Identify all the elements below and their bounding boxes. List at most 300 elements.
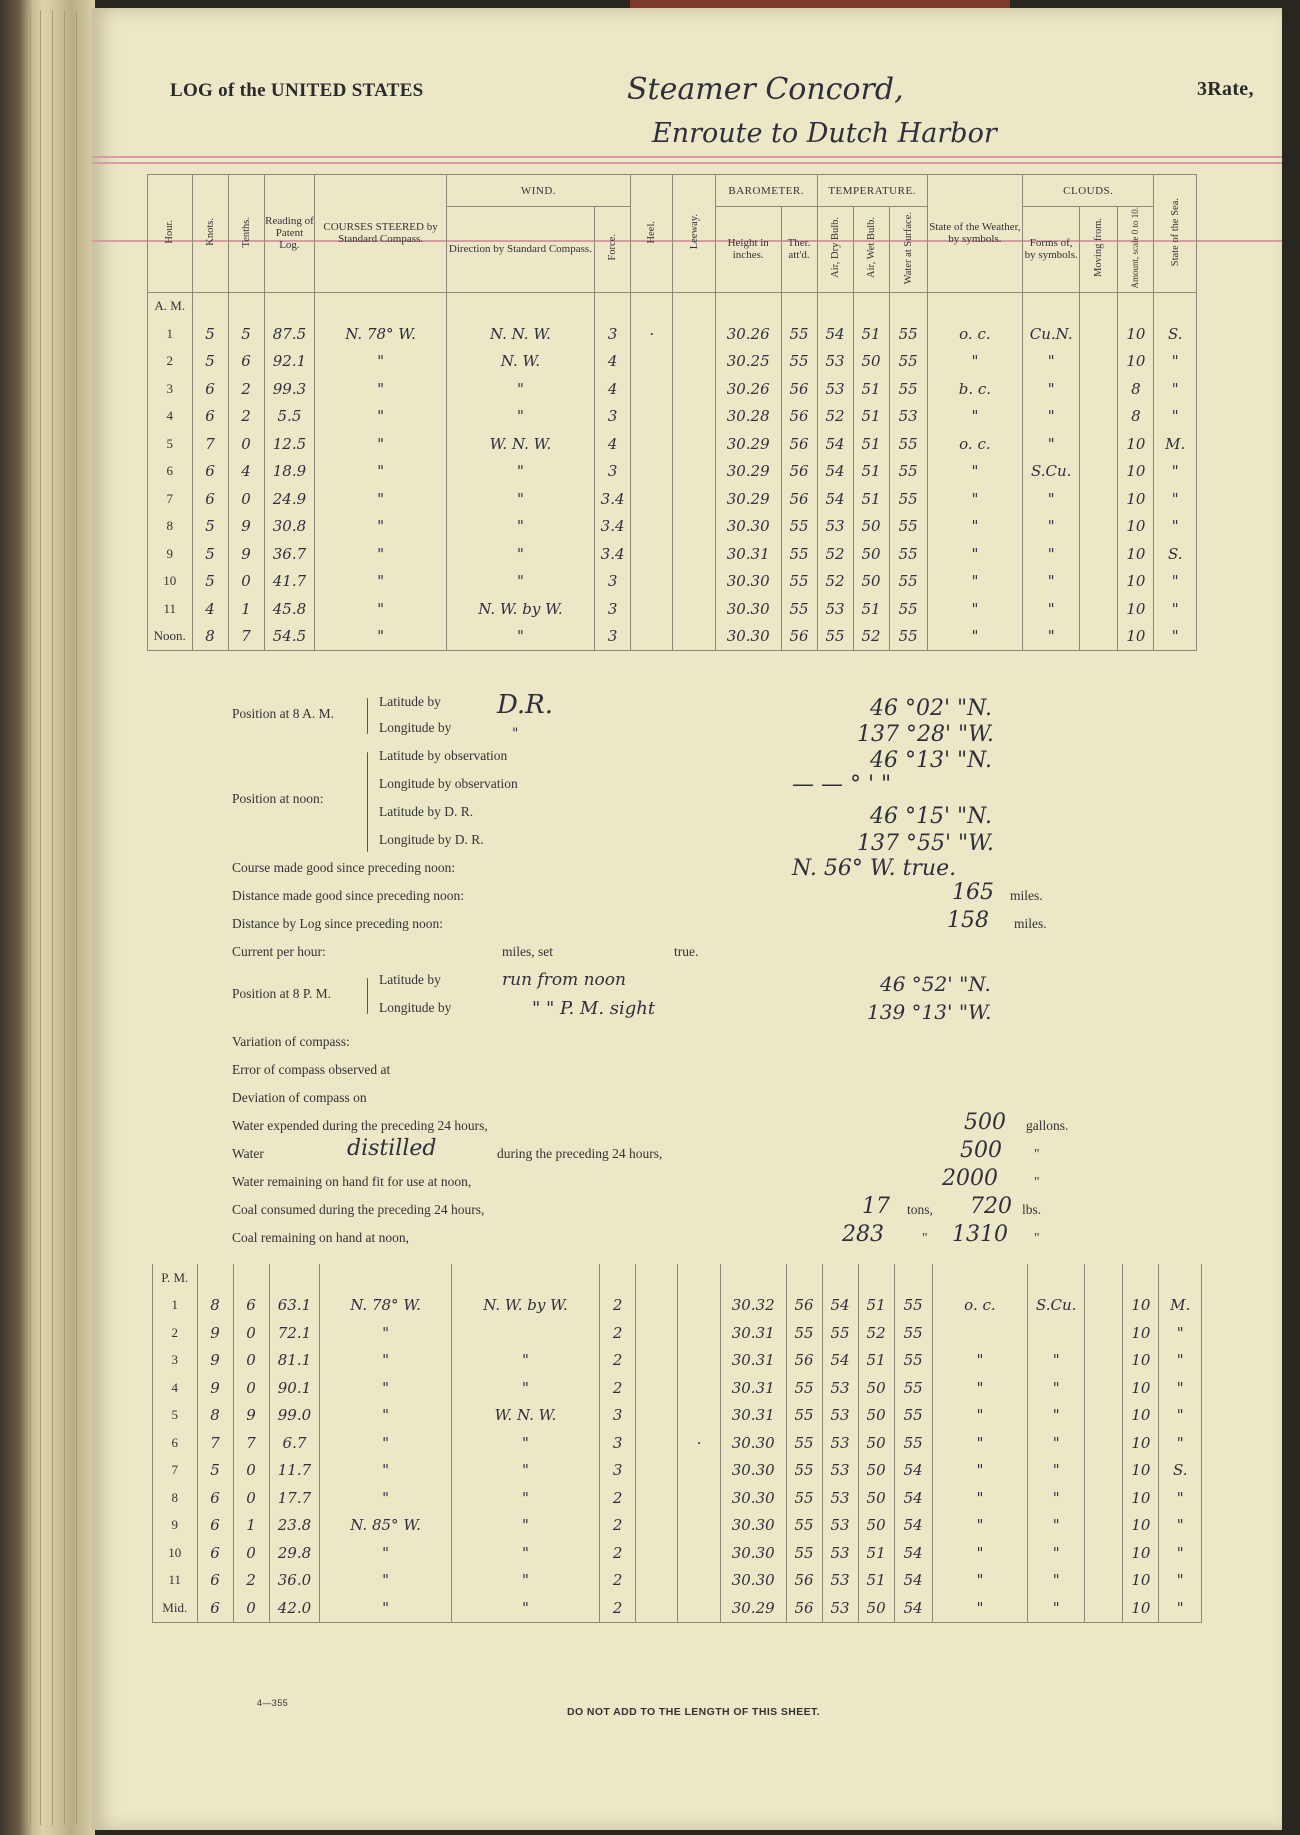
table-row [153, 1429, 1202, 1457]
pm-cell-knots: 9 [197, 1347, 233, 1375]
pm-cell-amount: 10 [1123, 1512, 1159, 1540]
pm-cell-forms: " [1028, 1402, 1085, 1430]
table-row [148, 348, 1197, 376]
pm-cell-log: 90.1 [269, 1374, 320, 1402]
pm-cell-course: " [320, 1457, 451, 1485]
pm-cell-baro: 30.31 [720, 1374, 786, 1402]
am-cell-hour: 10 [148, 568, 193, 596]
lon-by-8pm-label: Longitude by [379, 1000, 452, 1015]
am-cell-course: " [315, 430, 446, 458]
am-cell-water: 55 [889, 348, 927, 376]
pm-cell-amount: 10 [1123, 1319, 1159, 1347]
pm-cell-knots: 5 [197, 1457, 233, 1485]
am-cell-dry: 54 [817, 320, 853, 348]
am-cell-amount: 10 [1118, 623, 1154, 651]
pm-cell-baro: 30.30 [720, 1457, 786, 1485]
coal-tons-unit: tons, [907, 1202, 933, 1217]
am-cell-wet: 51 [853, 485, 889, 513]
pm-cell-force: 2 [600, 1567, 636, 1595]
am-cell-amount: 10 [1118, 320, 1154, 348]
am-cell-knots: 8 [192, 623, 228, 651]
am-cell-heel [631, 430, 673, 458]
am-cell-heel [631, 595, 673, 623]
pm-cell-hour: 8 [153, 1484, 198, 1512]
pm-cell-knots: 6 [197, 1512, 233, 1540]
am-cell-knots: 5 [192, 320, 228, 348]
lat-8pm-value: 46 °52' "N. [880, 972, 991, 996]
pos-8am-label: Position at 8 A. M. [232, 706, 335, 721]
pm-cell-baro: 30.31 [720, 1347, 786, 1375]
col-group-clouds: CLOUDS. [1023, 175, 1154, 207]
pm-cell-ther: 56 [786, 1347, 822, 1375]
pm-cell-water: 55 [894, 1429, 932, 1457]
pm-cell-course: " [320, 1484, 451, 1512]
pm-cell-force: 2 [600, 1374, 636, 1402]
am-cell-amount: 10 [1118, 568, 1154, 596]
am-cell-forms: " [1023, 540, 1080, 568]
pm-cell-forms: " [1028, 1512, 1085, 1540]
pm-cell-weather: " [932, 1594, 1027, 1622]
pm-cell-baro: 30.31 [720, 1402, 786, 1430]
col-sea: State of the Sea. [1154, 175, 1197, 293]
pm-cell-leeway [678, 1567, 720, 1595]
am-cell-sea: " [1154, 485, 1197, 513]
pm-cell-force: 2 [600, 1319, 636, 1347]
deviation-label: Deviation of compass on [232, 1090, 367, 1105]
pos-noon-label: Position at noon: [232, 791, 324, 806]
pm-cell-hour: 5 [153, 1402, 198, 1430]
pm-cell-leeway [678, 1347, 720, 1375]
pm-cell-leeway [678, 1292, 720, 1320]
pm-cell-wet: 50 [858, 1402, 894, 1430]
am-cell-water: 55 [889, 485, 927, 513]
lon-by-label: Longitude by [379, 720, 452, 735]
pm-cell-heel [636, 1292, 678, 1320]
pm-cell-amount: 10 [1123, 1374, 1159, 1402]
lon-obs-label: Longitude by observation [379, 776, 518, 791]
am-cell-weather: " [927, 458, 1022, 486]
pm-cell-wind: W. N. W. [451, 1402, 599, 1430]
pm-cell-sea: " [1159, 1512, 1202, 1540]
water-label: Water [232, 1146, 264, 1161]
am-cell-knots: 4 [192, 595, 228, 623]
am-cell-knots: 5 [192, 348, 228, 376]
am-cell-weather: " [927, 403, 1022, 431]
am-cell-wind: N. N. W. [446, 320, 594, 348]
method-8pm: run from noon [502, 970, 626, 990]
vessel-name: Steamer Concord, [627, 72, 904, 107]
am-cell-course: " [315, 595, 446, 623]
am-cell-wet: 50 [853, 513, 889, 541]
am-cell-moving [1080, 513, 1118, 541]
pm-cell-baro: 30.32 [720, 1292, 786, 1320]
am-cell-baro: 30.25 [715, 348, 781, 376]
pm-cell-force: 3 [600, 1457, 636, 1485]
am-cell-amount: 8 [1118, 375, 1154, 403]
pm-cell-amount: 10 [1123, 1567, 1159, 1595]
dist-good-unit: miles. [1010, 888, 1043, 903]
coal-rem-label: Coal remaining on hand at noon, [232, 1230, 409, 1245]
am-cell-wind: N. W. [446, 348, 594, 376]
form-number: 4—355 [257, 1698, 289, 1708]
am-cell-amount: 10 [1118, 513, 1154, 541]
pm-cell-course: " [320, 1594, 451, 1622]
am-cell-log: 87.5 [264, 320, 315, 348]
pm-cell-moving [1085, 1319, 1123, 1347]
am-cell-hour: Noon. [148, 623, 193, 651]
pos-8pm-label: Position at 8 P. M. [232, 986, 332, 1001]
pm-cell-wind [451, 1319, 599, 1347]
brace-noon [367, 752, 368, 852]
pm-cell-course: " [320, 1347, 451, 1375]
pm-cell-dry: 53 [822, 1374, 858, 1402]
am-cell-ther: 55 [781, 320, 817, 348]
table-row [148, 375, 1197, 403]
pm-cell-hour: 6 [153, 1429, 198, 1457]
pm-cell-ther: 55 [786, 1319, 822, 1347]
lon-8pm-value: 139 °13' "W. [867, 1000, 992, 1024]
pm-cell-ther: 55 [786, 1402, 822, 1430]
am-cell-forms: S.Cu. [1023, 458, 1080, 486]
pm-cell-leeway [678, 1374, 720, 1402]
am-cell-weather: o. c. [927, 320, 1022, 348]
am-cell-dry: 54 [817, 430, 853, 458]
am-cell-baro: 30.28 [715, 403, 781, 431]
pm-cell-knots: 8 [197, 1292, 233, 1320]
table-row [148, 513, 1197, 541]
am-cell-amount: 8 [1118, 403, 1154, 431]
pm-cell-tenths: 0 [233, 1374, 269, 1402]
am-cell-knots: 5 [192, 513, 228, 541]
am-cell-wet: 50 [853, 540, 889, 568]
pm-cell-water: 55 [894, 1402, 932, 1430]
am-cell-moving [1080, 430, 1118, 458]
am-cell-amount: 10 [1118, 485, 1154, 513]
pm-log-table [152, 1264, 1202, 1623]
am-cell-hour: 1 [148, 320, 193, 348]
am-cell-force: 3 [595, 320, 631, 348]
am-cell-weather: " [927, 568, 1022, 596]
pm-cell-ther: 56 [786, 1594, 822, 1622]
col-wind-direction: Direction by Standard Compass. [446, 207, 594, 293]
am-cell-water: 55 [889, 458, 927, 486]
pm-cell-amount: 10 [1123, 1484, 1159, 1512]
am-cell-log: 45.8 [264, 595, 315, 623]
pm-cell-weather: " [932, 1347, 1027, 1375]
am-cell-forms: " [1023, 348, 1080, 376]
col-ther: Ther. att'd. [781, 207, 817, 293]
pm-cell-dry: 53 [822, 1484, 858, 1512]
am-cell-tenths: 4 [228, 458, 264, 486]
am-cell-hour: 9 [148, 540, 193, 568]
am-cell-sea: " [1154, 403, 1197, 431]
pm-cell-forms: " [1028, 1539, 1085, 1567]
course-made-value: N. 56° W. true. [792, 856, 957, 881]
dist-good-label: Distance made good since preceding noon: [232, 888, 465, 903]
am-cell-hour: 6 [148, 458, 193, 486]
am-cell-dry: 52 [817, 403, 853, 431]
am-cell-dry: 54 [817, 485, 853, 513]
am-cell-tenths: 9 [228, 513, 264, 541]
lat-by-label: Latitude by [379, 694, 441, 709]
am-cell-ther: 55 [781, 540, 817, 568]
am-cell-heel [631, 375, 673, 403]
pm-cell-wind: " [451, 1347, 599, 1375]
table-row [153, 1319, 1202, 1347]
pm-cell-water: 55 [894, 1319, 932, 1347]
am-cell-wind: " [446, 568, 594, 596]
pm-cell-amount: 10 [1123, 1347, 1159, 1375]
am-cell-course: " [315, 375, 446, 403]
pm-cell-leeway: · [678, 1429, 720, 1457]
am-cell-weather: " [927, 348, 1022, 376]
pm-cell-heel [636, 1429, 678, 1457]
pm-cell-water: 54 [894, 1484, 932, 1512]
am-cell-wind: " [446, 623, 594, 651]
am-cell-knots: 6 [192, 458, 228, 486]
pm-cell-moving [1085, 1292, 1123, 1320]
water-dist-value: 500 [960, 1138, 1002, 1163]
am-cell-dry: 52 [817, 540, 853, 568]
pm-cell-amount: 10 [1123, 1402, 1159, 1430]
pm-cell-baro: 30.30 [720, 1429, 786, 1457]
pm-cell-ther: 55 [786, 1429, 822, 1457]
water-exp-unit: gallons. [1026, 1118, 1069, 1133]
pm-cell-tenths: 9 [233, 1402, 269, 1430]
pm-cell-weather: " [932, 1512, 1027, 1540]
pm-cell-tenths: 0 [233, 1457, 269, 1485]
pm-cell-wet: 51 [858, 1347, 894, 1375]
am-cell-log: 41.7 [264, 568, 315, 596]
pm-cell-wet: 50 [858, 1374, 894, 1402]
pm-cell-hour: 9 [153, 1512, 198, 1540]
table-row [148, 320, 1197, 348]
pm-cell-heel [636, 1374, 678, 1402]
pm-cell-baro: 30.31 [720, 1319, 786, 1347]
pm-cell-moving [1085, 1512, 1123, 1540]
pm-cell-course: " [320, 1567, 451, 1595]
am-cell-tenths: 7 [228, 623, 264, 651]
am-cell-baro: 30.26 [715, 320, 781, 348]
pm-cell-wind: " [451, 1457, 599, 1485]
am-cell-leeway [673, 430, 715, 458]
coal-lbs-unit: lbs. [1022, 1202, 1042, 1217]
pm-cell-amount: 10 [1123, 1457, 1159, 1485]
pm-cell-dry: 53 [822, 1567, 858, 1595]
pm-cell-heel [636, 1347, 678, 1375]
pm-cell-tenths: 2 [233, 1567, 269, 1595]
am-cell-sea: " [1154, 595, 1197, 623]
vessel-rate: 3Rate, [1197, 78, 1254, 100]
am-cell-force: 3 [595, 458, 631, 486]
am-cell-weather: o. c. [927, 430, 1022, 458]
pm-cell-sea: " [1159, 1567, 1202, 1595]
pm-cell-ther: 55 [786, 1374, 822, 1402]
pm-cell-hour: 10 [153, 1539, 198, 1567]
pm-cell-wet: 51 [858, 1539, 894, 1567]
pm-cell-tenths: 0 [233, 1319, 269, 1347]
dist-log-value: 158 [947, 908, 989, 933]
pm-cell-leeway [678, 1319, 720, 1347]
am-cell-forms: " [1023, 595, 1080, 623]
am-cell-ther: 55 [781, 595, 817, 623]
voyage-note: Enroute to Dutch Harbor [652, 118, 997, 149]
am-cell-ther: 55 [781, 568, 817, 596]
am-cell-dry: 53 [817, 513, 853, 541]
am-cell-force: 3 [595, 623, 631, 651]
am-cell-log: 54.5 [264, 623, 315, 651]
col-group-wind: WIND. [446, 175, 630, 207]
col-group-temperature: TEMPERATURE. [817, 175, 927, 207]
pm-cell-sea: " [1159, 1539, 1202, 1567]
pm-cell-amount: 10 [1123, 1594, 1159, 1622]
am-cell-water: 55 [889, 513, 927, 541]
am-cell-wind: W. N. W. [446, 430, 594, 458]
table-row [148, 568, 1197, 596]
coal-rem-tons: 283 [842, 1222, 884, 1247]
am-cell-log: 12.5 [264, 430, 315, 458]
pm-cell-log: 23.8 [269, 1512, 320, 1540]
pm-cell-force: 3 [600, 1429, 636, 1457]
am-cell-ther: 56 [781, 485, 817, 513]
col-knots: Knots. [192, 175, 228, 293]
table-row [153, 1347, 1202, 1375]
pm-cell-leeway [678, 1457, 720, 1485]
pm-cell-log: 42.0 [269, 1594, 320, 1622]
col-weather: State of the Weather, by symbols. [927, 175, 1022, 293]
am-cell-hour: 4 [148, 403, 193, 431]
am-cell-knots: 5 [192, 568, 228, 596]
pm-cell-ther: 55 [786, 1539, 822, 1567]
am-cell-leeway [673, 540, 715, 568]
coal-cons-label: Coal consumed during the preceding 24 hours, [232, 1202, 485, 1217]
table-row [148, 403, 1197, 431]
am-cell-wet: 51 [853, 375, 889, 403]
pm-cell-dry: 53 [822, 1457, 858, 1485]
pm-cell-water: 55 [894, 1347, 932, 1375]
pm-cell-log: 99.0 [269, 1402, 320, 1430]
lat-8am-value: 46 °02' "N. [870, 696, 992, 721]
am-cell-tenths: 6 [228, 348, 264, 376]
am-cell-tenths: 2 [228, 403, 264, 431]
brace-8am [367, 698, 368, 734]
pm-cell-ther: 55 [786, 1512, 822, 1540]
pm-cell-tenths: 0 [233, 1484, 269, 1512]
water-rem-label: Water remaining on hand fit for use at noon, [232, 1174, 472, 1189]
pm-cell-force: 2 [600, 1594, 636, 1622]
pm-cell-wet: 50 [858, 1484, 894, 1512]
method-8am-lon: " [512, 726, 519, 742]
pm-cell-heel [636, 1484, 678, 1512]
am-cell-baro: 30.30 [715, 568, 781, 596]
am-cell-log: 36.7 [264, 540, 315, 568]
pm-cell-water: 54 [894, 1457, 932, 1485]
table-row [153, 1374, 1202, 1402]
am-cell-knots: 6 [192, 375, 228, 403]
current-mid: miles, set [502, 944, 553, 959]
col-air-wet: Air, Wet Bulb. [853, 207, 889, 293]
table-row [148, 595, 1197, 623]
pm-cell-knots: 6 [197, 1594, 233, 1622]
pm-cell-water: 54 [894, 1512, 932, 1540]
am-cell-baro: 30.29 [715, 430, 781, 458]
pm-cell-leeway [678, 1512, 720, 1540]
pm-cell-sea: " [1159, 1594, 1202, 1622]
table-row [153, 1512, 1202, 1540]
am-cell-heel [631, 568, 673, 596]
pm-cell-knots: 6 [197, 1539, 233, 1567]
pm-cell-knots: 6 [197, 1484, 233, 1512]
pm-cell-leeway [678, 1539, 720, 1567]
am-cell-leeway [673, 485, 715, 513]
am-cell-heel [631, 403, 673, 431]
pm-cell-ther: 55 [786, 1457, 822, 1485]
pm-cell-hour: 1 [153, 1292, 198, 1320]
pm-cell-course: " [320, 1402, 451, 1430]
pm-cell-course: " [320, 1429, 451, 1457]
am-cell-course: " [315, 348, 446, 376]
am-cell-weather: " [927, 595, 1022, 623]
col-water-surface: Water at Surface. [889, 207, 927, 293]
pm-cell-forms: " [1028, 1484, 1085, 1512]
am-cell-wind: " [446, 375, 594, 403]
am-cell-forms: " [1023, 623, 1080, 651]
pm-cell-wind: N. W. by W. [451, 1292, 599, 1320]
am-cell-force: 3.4 [595, 513, 631, 541]
am-cell-ther: 55 [781, 513, 817, 541]
am-cell-ther: 56 [781, 458, 817, 486]
am-cell-weather: " [927, 540, 1022, 568]
am-cell-log: 30.8 [264, 513, 315, 541]
pm-cell-heel [636, 1319, 678, 1347]
am-cell-force: 3.4 [595, 540, 631, 568]
am-cell-wet: 51 [853, 403, 889, 431]
pm-cell-wet: 50 [858, 1457, 894, 1485]
am-cell-forms: " [1023, 375, 1080, 403]
am-cell-force: 4 [595, 375, 631, 403]
am-cell-ther: 56 [781, 430, 817, 458]
am-cell-tenths: 1 [228, 595, 264, 623]
table-row [148, 458, 1197, 486]
col-amount: Amount, scale 0 to 10. [1118, 207, 1154, 293]
am-cell-force: 3 [595, 403, 631, 431]
pm-cell-sea: " [1159, 1484, 1202, 1512]
am-cell-log: 18.9 [264, 458, 315, 486]
pm-cell-forms [1028, 1319, 1085, 1347]
pm-cell-heel [636, 1512, 678, 1540]
pm-cell-knots: 8 [197, 1402, 233, 1430]
water-rem-ditto: " [1034, 1174, 1040, 1189]
am-cell-amount: 10 [1118, 458, 1154, 486]
pm-cell-moving [1085, 1594, 1123, 1622]
pm-cell-log: 72.1 [269, 1319, 320, 1347]
am-cell-moving [1080, 375, 1118, 403]
am-cell-water: 55 [889, 540, 927, 568]
am-cell-ther: 56 [781, 623, 817, 651]
lon-dr-label: Longitude by D. R. [379, 832, 484, 847]
am-cell-course: " [315, 485, 446, 513]
pm-cell-sea: " [1159, 1429, 1202, 1457]
am-cell-heel: · [631, 320, 673, 348]
pm-cell-wet: 50 [858, 1594, 894, 1622]
pm-cell-forms: " [1028, 1429, 1085, 1457]
am-cell-weather: " [927, 485, 1022, 513]
am-cell-log: 5.5 [264, 403, 315, 431]
pm-cell-hour: 4 [153, 1374, 198, 1402]
pm-cell-knots: 7 [197, 1429, 233, 1457]
am-cell-wet: 52 [853, 623, 889, 651]
pm-cell-course: N. 85° W. [320, 1512, 451, 1540]
